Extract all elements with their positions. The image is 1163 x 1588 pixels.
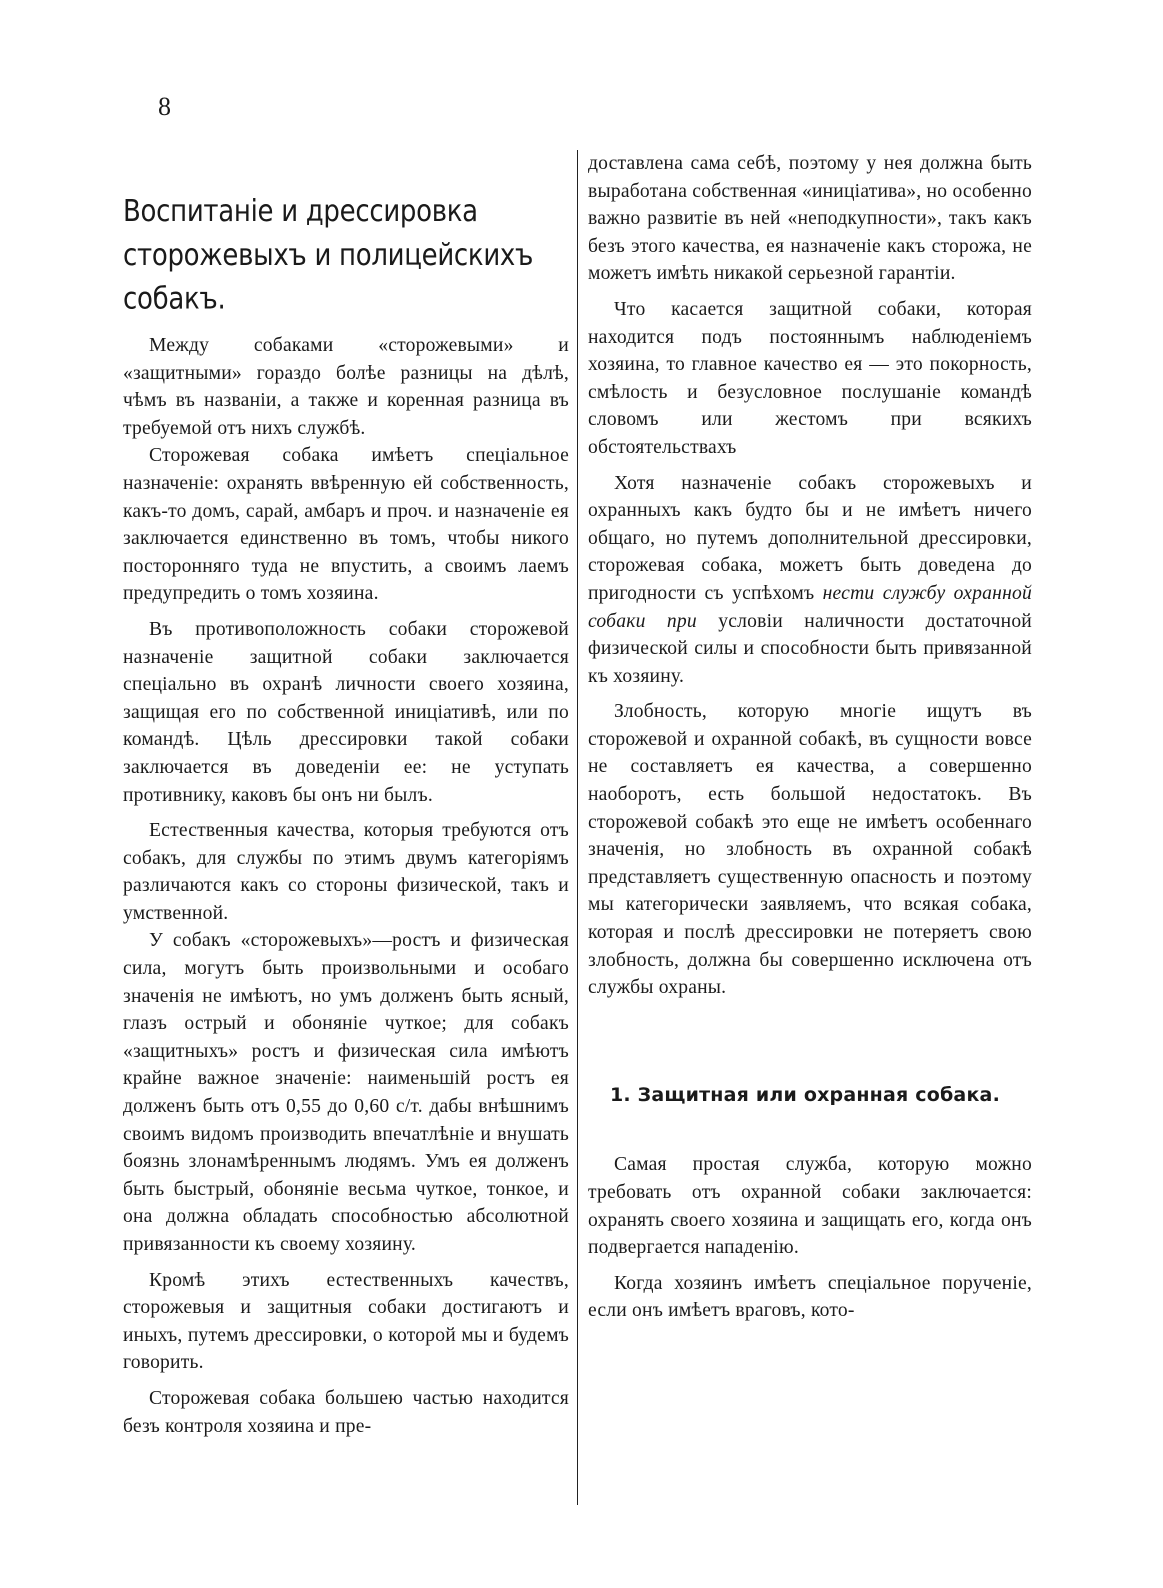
- left-paragraph-3: Въ противоположность собаки сторожевой назначеніе защитной собаки заключается спеціально въ охранѣ личности своего хозяина, защищая его по собственной иниціативѣ, или по командѣ. Цѣль дрессировки такой собаки заключается въ доведеніи ее: не уступать противнику, каковъ бы онъ ни былъ.: [123, 618, 569, 806]
- right-paragraph-1: доставлена сама себѣ, поэтому у нея должна быть выработана собственная «иниціатива», но особенно важно развитіе въ ней «неподкупности», такъ какъ безъ этого качества, ея назначеніе какъ сторожа, не можетъ имѣть никакой серьезной гарантіи.: [588, 153, 1032, 285]
- right-paragraph-3: [588, 470, 1032, 691]
- right-column: [588, 150, 1032, 1325]
- page-number: 8: [158, 92, 171, 121]
- left-paragraph-7: Сторожевая собака большею частью находится безъ контроля хозяина и пре-: [123, 1387, 569, 1437]
- column-divider: [577, 150, 578, 1505]
- left-paragraph-5: У собакъ «сторожевыхъ»—ростъ и физическая сила, могутъ быть произвольными и особаго значенія не имѣютъ, но умъ долженъ быть ясный, глазъ острый и обоняніе чуткое; для собакъ «защитныхъ» ростъ и физическая сила имѣютъ крайне важное значеніе: наименьшій ростъ ея долженъ быть отъ 0,55 до 0,60 с/т. дабы внѣшнимъ своимъ видомъ производить впечатлѣніе и внушать боязнь злонамѣреннымъ людямъ. Умъ ея долженъ быть быстрый, обоняніе весьма чуткое, тонкое, и она должна обладать способностью абсолютной привязанности къ своему хозяину.: [123, 930, 569, 1255]
- right-paragraph-3-italic: нести службу охранной собаки при: [588, 582, 1033, 632]
- right-paragraph-3-start: Хотя назначеніе собакъ сторожевыхъ и охранныхъ какъ будто бы и не имѣетъ ничего общаго, но путемъ дополнительной дрессировки, сторожевая собака, можетъ быть доведена до пригодности съ успѣхомъ: [588, 472, 1032, 604]
- page-title: Воспитаніе и дрессировка сторожевыхъ и полицейскихъ собакъ.: [123, 194, 534, 317]
- section-heading: 1. Защитная или охранная собака.: [610, 1083, 1000, 1106]
- left-paragraph-2: Сторожевая собака имѣетъ спеціальное назначеніе: охранять ввѣренную ей собственность, какъ-то домъ, сарай, амбаръ и проч. и назначеніе ея заключается единственно въ томъ, чтобы никого посторонняго туда не впустить, а своимъ лаемъ предупредить о томъ хозяина.: [123, 445, 569, 605]
- right-paragraph-6: Когда хозяинъ имѣетъ спеціальное порученіе, если онъ имѣетъ враговъ, кото-: [588, 1272, 1032, 1322]
- right-paragraph-5: Самая простая служба, которую можно требовать отъ охранной собаки заключается: охранять своего хозяина и защищать его, когда онъ подвергается нападенію.: [588, 1154, 1032, 1259]
- right-paragraph-4: Злобность, которую многіе ищутъ въ сторожевой и охранной собакѣ, въ сущности вовсе не составляетъ ея качества, а совершенно наоборотъ, есть большой недостатокъ. Въ сторожевой собакѣ это еще не имѣетъ особеннаго значенія, но злобность въ охранной собакѣ представляетъ существенную опасность и поэтому мы категорически заявляемъ, что всякая собака, которая и послѣ дрессировки не потеряетъ свою злобность, должна бы совершенно исключена отъ службы охраны.: [588, 701, 1032, 999]
- left-paragraph-1: Между собаками «сторожевыми» и «защитными» гораздо болѣе разницы на дѣлѣ, чѣмъ въ названіи, а также и коренная разница въ требуемой отъ нихъ службѣ.: [123, 335, 569, 439]
- right-paragraph-2: Что касается защитной собаки, которая находится подъ постояннымъ наблюденіемъ хозяина, то главное качество ея — это покорность, смѣлость и безусловное послушаніе командѣ словомъ или жестомъ при всякихъ обстоятельствахъ: [588, 298, 1032, 458]
- left-paragraph-4: Естественныя качества, которыя требуются отъ собакъ, для службы по этимъ двумъ категоріямъ различаются какъ со стороны физической, такъ и умственной.: [123, 820, 569, 924]
- left-paragraph-6: Кромѣ этихъ естественныхъ качествъ, сторожевыя и защитныя собаки достигаютъ и иныхъ, путемъ дрессировки, о которой мы и будемъ говорить.: [123, 1269, 569, 1374]
- right-paragraph-3-end: условіи наличности достаточной физической силы и способности быть привязанной къ хозяину.: [588, 610, 1032, 687]
- left-column: [123, 150, 569, 1440]
